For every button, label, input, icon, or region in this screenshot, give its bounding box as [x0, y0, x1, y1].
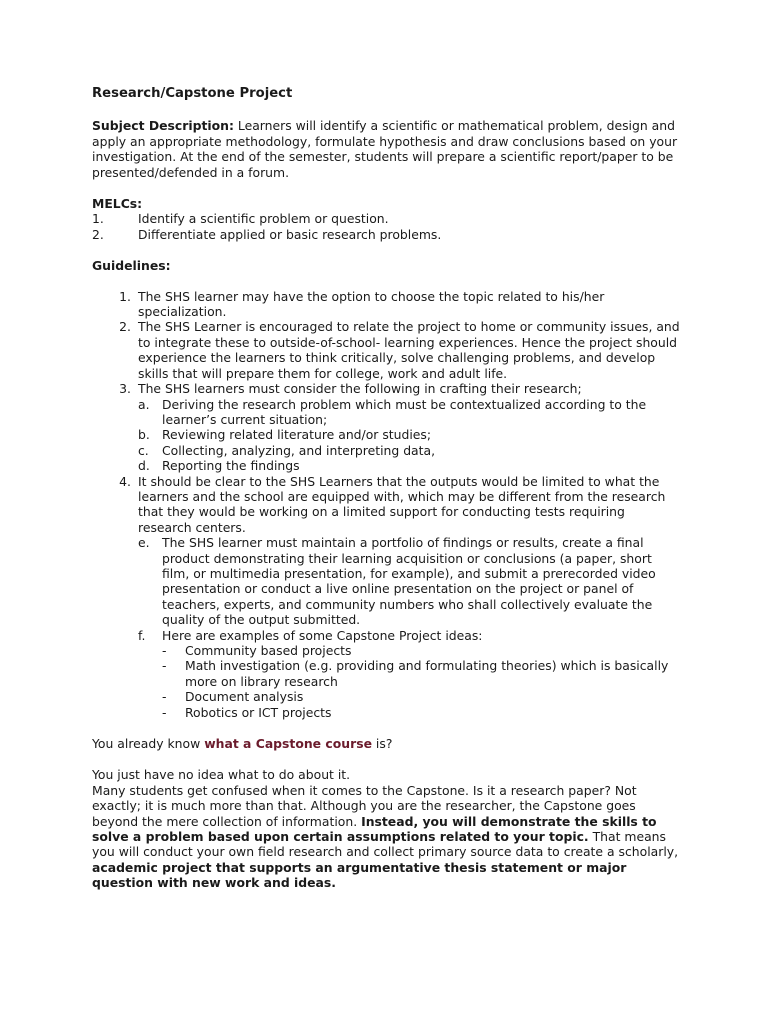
subject-description-text: Learners will identify a scientific or mathematical problem, design and apply an appropriate methodology, formulate hypothesis and draw conclusions based on your investigation. At the end of the semester, students will prepare a scientific report/paper to be presented/defended in a forum.	[92, 118, 678, 180]
idea-text: Math investigation (e.g. providing and formulating theories) which is basically more on library research	[185, 658, 669, 689]
subitem-letter: c.	[138, 442, 149, 458]
subitem-letter: b.	[138, 427, 150, 443]
closing-text-1: Many students get confused when it comes to the Capstone. Is it a research paper? Not exactly; it is much more than that. Although you are the researcher, the Capstone goes beyond the mere collection of information.	[92, 782, 637, 829]
guideline-subitem	[138, 628, 682, 643]
idea-item	[162, 658, 682, 689]
melc-text: Identify a scientific problem or question.	[138, 211, 389, 227]
subitem-text: Deriving the research problem which must be contextualized according to the learner’s current situation;	[162, 396, 647, 427]
melc-number: 1.	[92, 211, 104, 227]
idea-text: Document analysis	[185, 689, 304, 705]
subitem-letter: d.	[138, 458, 150, 474]
idea-dash: -	[162, 643, 167, 658]
subitem-text: Reviewing related literature and/or studies;	[162, 427, 432, 443]
guideline-number: 4.	[119, 473, 131, 489]
subitem-text: Here are examples of some Capstone Project ideas:	[162, 627, 483, 643]
document-page	[92, 86, 682, 891]
guideline-text: The SHS learners must consider the following in crafting their research;	[138, 381, 582, 397]
guidelines-heading: Guidelines:	[92, 258, 171, 274]
closing-bold-1: Instead, you will demonstrate the skills to solve a problem based upon certain assumptions related to your topic.	[92, 813, 657, 845]
idea-dash: -	[162, 689, 167, 705]
idea-item	[162, 705, 682, 720]
guideline-subitem	[138, 443, 682, 458]
closing-text-2: That means you will conduct your own field research and collect primary source data to create a scholarly,	[92, 829, 679, 860]
idea-text: Robotics or ICT projects	[185, 704, 332, 720]
subitem-text: Collecting, analyzing, and interpreting data,	[162, 442, 436, 458]
guideline-subitem	[138, 458, 682, 473]
melc-number: 2.	[92, 226, 104, 242]
melcs-heading: MELCs:	[92, 196, 143, 212]
guideline-item	[92, 289, 682, 320]
subitem-letter: a.	[138, 396, 150, 412]
subitem-text: Reporting the findings	[162, 458, 300, 474]
guideline-text: The SHS Learner is encouraged to relate the project to home or community issues, and to integrate these to outside-of-school- learning experiences. Hence the project should experience the learners to think critically, solve challenging problems, and develop skills that will prepare them for college, work and adult life.	[138, 319, 680, 381]
guideline-item	[92, 381, 682, 396]
guideline-subitem	[138, 427, 682, 442]
melc-item	[92, 227, 682, 242]
idea-dash: -	[162, 704, 167, 720]
capstone-question	[92, 736, 682, 751]
closing-line: You just have no idea what to do about it.	[92, 767, 351, 783]
subitem-letter: f.	[138, 627, 146, 643]
subitem-text: The SHS learner must maintain a portfolio of findings or results, create a final product demonstrating their learning acquisition or conclusions (a paper, short film, or multimedia presentation, for example), and submit a prerecorded video presentation or conduct a live online presentation on the project or panel of teachers, experts, and community numbers who shall collectively evaluate the quality of the output submitted.	[162, 535, 656, 628]
guideline-number: 3.	[119, 381, 131, 397]
idea-text: Community based projects	[185, 643, 352, 658]
closing-paragraph	[92, 783, 682, 891]
subitem-letter: e.	[138, 535, 150, 551]
guideline-text: It should be clear to the SHS Learners that the outputs would be limited to what the learners and the school are equipped with, which may be different from the research that they would be working on a limited support for conducting tests requiring research centers.	[138, 473, 666, 535]
guideline-item	[92, 474, 682, 536]
melc-item	[92, 211, 682, 226]
closing-bold-2: academic project that supports an argumentative thesis statement or major question with new work and ideas.	[92, 859, 627, 891]
guideline-number: 2.	[119, 319, 131, 335]
idea-item	[162, 643, 682, 658]
page-title: Research/Capstone Project	[92, 86, 293, 101]
idea-item	[162, 689, 682, 704]
guideline-number: 1.	[119, 288, 131, 304]
subject-description	[92, 118, 682, 180]
guideline-subitem	[138, 397, 682, 428]
capstone-course-link[interactable]: what a Capstone course	[204, 736, 372, 752]
guideline-text: The SHS learner may have the option to choose the topic related to his/her specialization.	[138, 288, 605, 320]
guideline-subitem	[138, 535, 682, 627]
question-before: You already know	[92, 736, 205, 752]
guidelines-list	[92, 289, 682, 720]
idea-dash: -	[162, 658, 167, 674]
melc-text: Differentiate applied or basic research problems.	[138, 226, 442, 242]
question-after: is?	[371, 736, 393, 752]
subject-description-label: Subject Description:	[92, 118, 234, 134]
guideline-item	[92, 319, 682, 381]
